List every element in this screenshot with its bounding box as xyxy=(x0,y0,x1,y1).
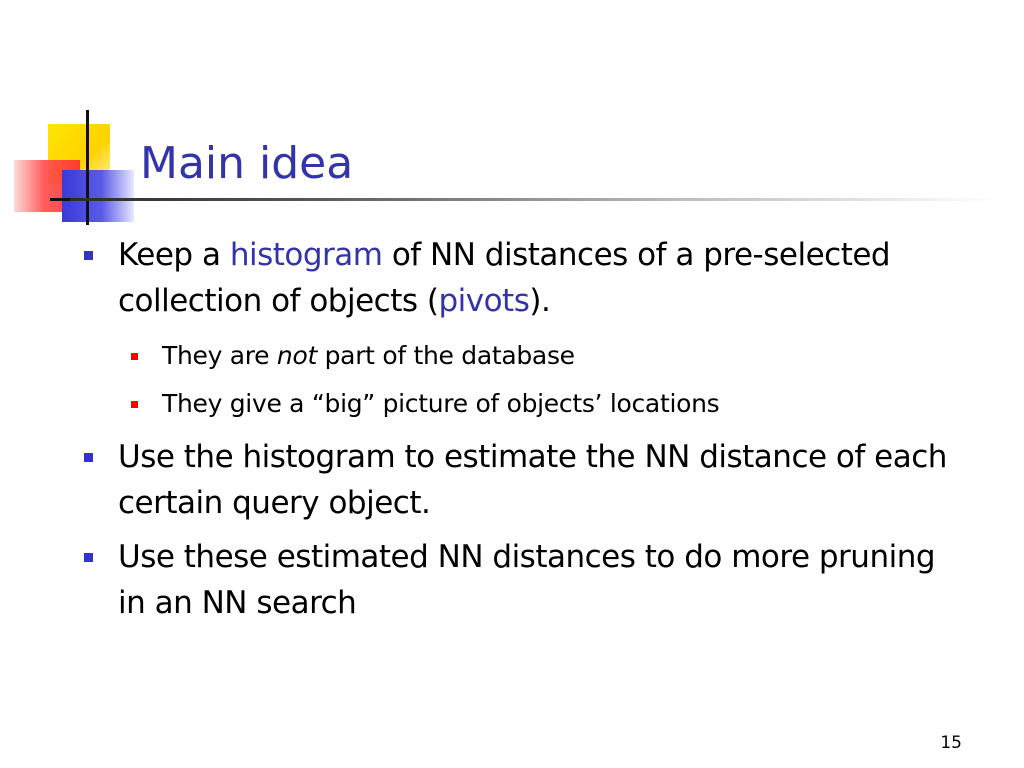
bullet-text: Use the histogram to estimate the NN distance of each certain query object. xyxy=(118,439,947,521)
sub-bullet-item xyxy=(76,332,956,380)
square-bullet-icon xyxy=(84,553,93,562)
sub-bullet-text: They are xyxy=(162,341,277,370)
square-bullet-icon xyxy=(131,401,138,408)
sub-bullet-text: part of the database xyxy=(316,341,575,370)
vertical-line-decoration xyxy=(86,110,89,225)
blue-square-decoration xyxy=(62,170,134,222)
highlighted-term: pivots xyxy=(438,283,530,319)
bullet-item xyxy=(76,434,956,526)
bullet-text: Keep a xyxy=(118,237,230,273)
highlighted-term: histogram xyxy=(229,237,383,273)
bullet-text: Use these estimated NN distances to do more pruning in an NN search xyxy=(118,539,936,621)
bullet-text: ). xyxy=(529,283,551,319)
slide-title: Main idea xyxy=(140,138,354,189)
slide-logo-decoration xyxy=(0,0,140,240)
square-bullet-icon xyxy=(84,453,93,462)
bullet-text: of NN distances of a pre-selected collection of objects ( xyxy=(118,237,891,319)
sub-bullet-item xyxy=(76,380,956,428)
slide-content xyxy=(76,232,956,634)
square-bullet-icon xyxy=(131,353,138,360)
emphasized-word: not xyxy=(276,341,317,370)
page-number: 15 xyxy=(940,733,962,753)
sub-bullet-text: They give a “big” picture of objects’ locations xyxy=(162,389,720,418)
square-bullet-icon xyxy=(84,251,93,260)
bullet-item xyxy=(76,232,956,324)
bullet-item xyxy=(76,534,956,626)
title-underline-rule xyxy=(70,198,1000,201)
